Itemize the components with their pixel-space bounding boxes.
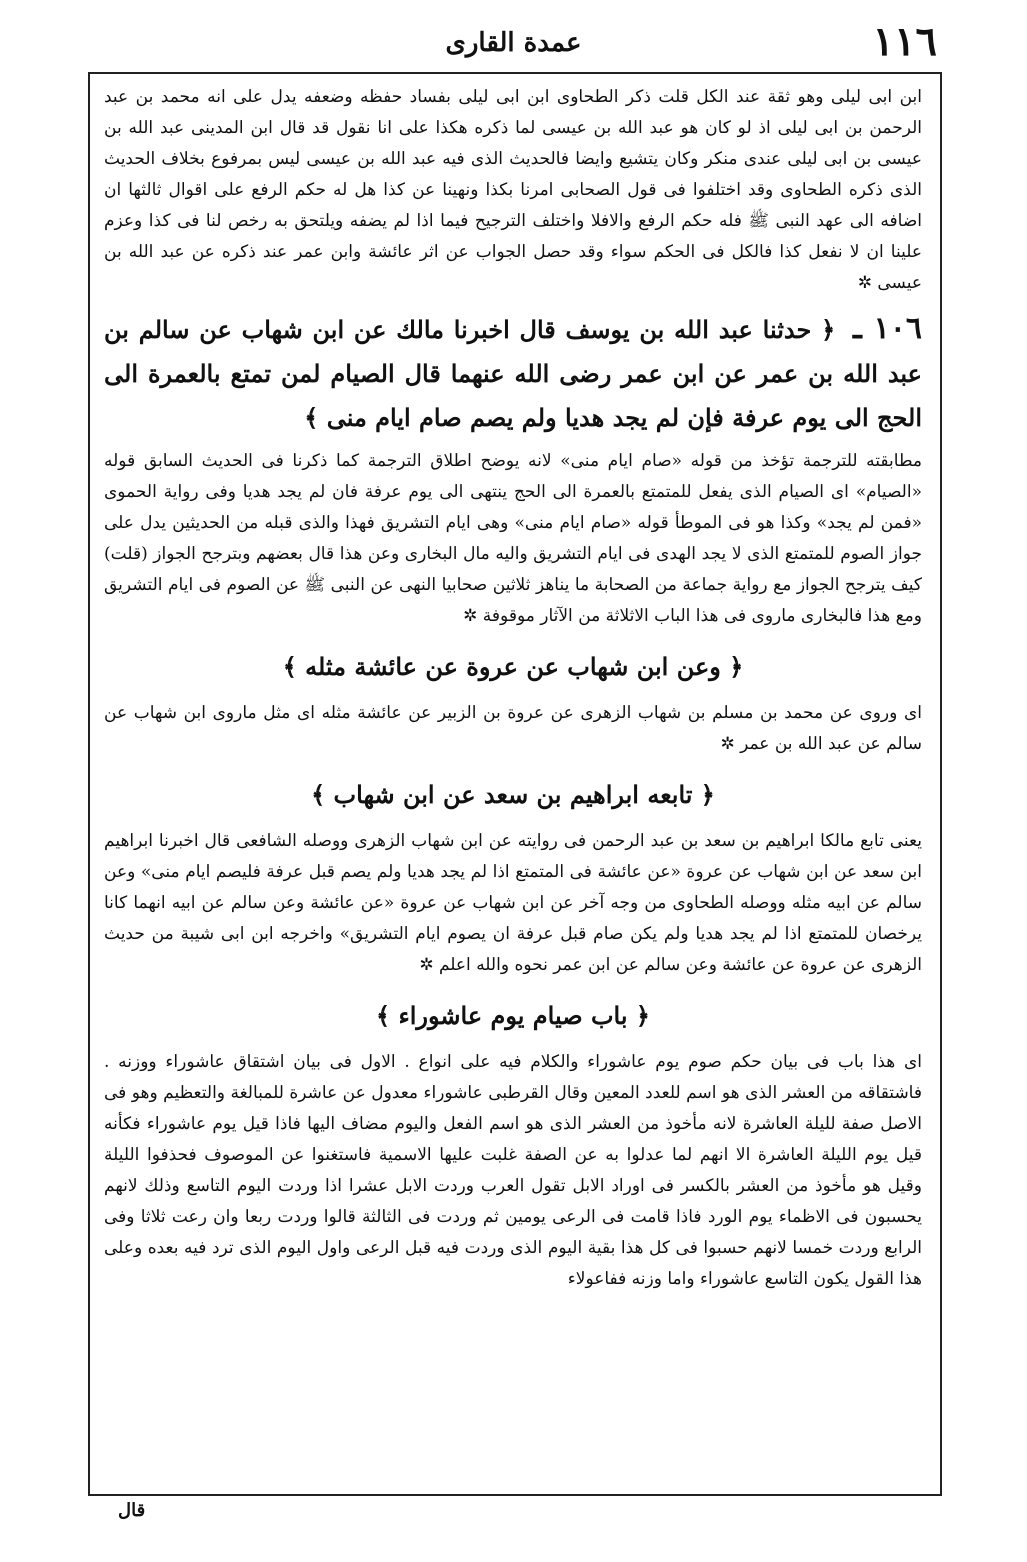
section-heading-2: ﴿ تابعه ابراهيم بن سعد عن ابن شهاب ﴾ xyxy=(311,780,715,809)
catchword: قال xyxy=(118,1500,146,1521)
section-heading-1: ﴿ وعن ابن شهاب عن عروة عن عائشة مثله ﴾ xyxy=(282,652,744,681)
commentary-paragraph-4: يعنى تابع مالكا ابراهيم بن سعد بن عبد الرحمن فى روايته عن ابن شهاب الزهرى ووصله الشافعى قال اخبرنا ابراهيم ابن سعد عن ابن شهاب عن عروة «عن عائشة فى المتمتع اذا لم يجد هديا ولم يصم قبل عرفة فليصم ايام منى» وعن سالم عن ابيه مثله ووصله الطحاوى من وجه آخر عن ابن شهاب عن عروة «عن عائشة وعن سالم عن ابيه انهما كانا يرخصان للمتمتع اذا لم يجد هديا ولم يكن صام قبل عرفة ان يصوم ايام التشريق» واخرجه ابن ابى شيبة من حديث الزهرى عن عروة عن عائشة وعن سالم عن ابن عمر نحوه والله اعلم ✲ xyxy=(104,831,922,975)
commentary-paragraph-3: اى وروى عن محمد بن مسلم بن شهاب الزهرى عن عروة بن الزبير عن عائشة مثله اى مثل ماروى ابن شهاب عن سالم عن عبد الله بن عمر ✲ xyxy=(104,703,922,754)
commentary-paragraph-2: مطابقته للترجمة تؤخذ من قوله «صام ايام منى» لانه يوضح اطلاق الترجمة كما ذكرنا فى الحديث السابق قوله «الصيام» اى الصيام الذى يفعل للمتمتع بالعمرة الى الحج ينتهى الى يوم عرفة فان لم يجد هديا وفى رواية الحموى «فمن لم يجد» وكذا هو فى الموطأ قوله «صام ايام منى» وهى ايام التشريق فهذا والذى قبله من الحديثين يدل على جواز الصوم للمتمتع الذى لا يجد الهدى فى ايام التشريق واليه مال البخارى وعن هذا قال بعضهم وبترجح الجواز (قلت) كيف يترجح الجواز مع رواية جماعة من الصحابة ما يناهز ثلاثين صحابيا النهى عن النبى ﷺ عن الصوم فى ايام التشريق ومع هذا فالبخارى ماروى فى هذا الباب الاثلاثة من الآثار موقوفة ✲ xyxy=(104,451,922,626)
page-number: ١١٦ xyxy=(872,18,937,65)
page-content xyxy=(104,82,922,1482)
hadith-matn: ﴿ حدثنا عبد الله بن يوسف قال اخبرنا مالك عن ابن شهاب عن سالم بن عبد الله بن عمر عن ابن عمر رضى الله عنهما قال الصيام لمن تمتع بالعمرة الى الحج الى يوم عرفة فإن لم يجد هديا ولم يصم صام ايام منى ﴾ xyxy=(104,315,922,432)
running-title: عمدة القارى xyxy=(445,28,582,58)
page-header xyxy=(0,18,1027,68)
commentary-paragraph-5: اى هذا باب فى بيان حكم صوم يوم عاشوراء والكلام فيه على انواع . الاول فى بيان اشتقاق عاشوراء ووزنه . فاشتقاقه من العشر الذى هو اسم للعدد المعين وقال القرطبى عاشوراء معدول عن عاشرة للمبالغة والتعظيم وهو فى الاصل صفة لليلة العاشرة لانه مأخوذ من العشر الذى هو اسم الفعل واليوم مضاف اليها فاذا قيل يوم عاشوراء فكأنه قيل يوم الليلة العاشرة الا انهم لما عدلوا به عن الصفة غلبت عليها الاسمية فاستغنوا عن الموصوف فحذفوا الليلة وقيل هو مأخوذ من العشر بالكسر فى اوراد الابل تقول العرب وردت الابل عشرا اذا وردت اليوم التاسع وذلك لانهم يحسبون فى الاظماء يوم الورد فاذا قامت فى الرعى يومين ثم وردت فى الثالثة قالوا وردت ربعا وان رعت ثلاثا وفى الرابع وردت خمسا لانهم حسبوا فى كل هذا بقية اليوم الذى وردت فيه قبل الرعى واول اليوم الذى ترد فيه بعده وعلى هذا القول يكون التاسع عاشوراء واما وزنه ففاعولاء xyxy=(104,1052,922,1289)
commentary-paragraph-1: ابن ابى ليلى وهو ثقة عند الكل قلت ذكر الطحاوى ابن ابى ليلى بفساد حفظه وضعفه يدل على انه محمد بن عبد الرحمن بن ابى ليلى اذ لو كان هو عبد الله بن عيسى لما ذكره هكذا على انا نقول قد قال ابن المدينى عبد الله بن عيسى بن ابى ليلى عندى منكر وكان يتشيع وايضا فالحديث الذى فيه عبد الله بن عيسى ليس بمرفوع بخلاف الحديث الذى ذكره الطحاوى وقد اختلفوا فى قول الصحابى امرنا بكذا ونهينا عن كذا هل له حكم الرفع على اقوال ثالثها ان اضافه الى عهد النبى ﷺ فله حكم الرفع والافلا واختلف الترجيح فيما اذا لم يضفه ويلتحق به رخص لنا فى كذا وعزم علينا ان لا نفعل كذا فالكل فى الحكم سواء وقد حصل الجواب عن اثر عائشة وابن عمر عند ذكره عن عبد الله بن عيسى ✲ xyxy=(104,87,922,293)
hadith-text xyxy=(104,307,922,440)
chapter-heading: ﴿ باب صيام يوم عاشوراء ﴾ xyxy=(376,1001,650,1030)
hadith-number: ١٠٦ ـ xyxy=(852,311,922,346)
